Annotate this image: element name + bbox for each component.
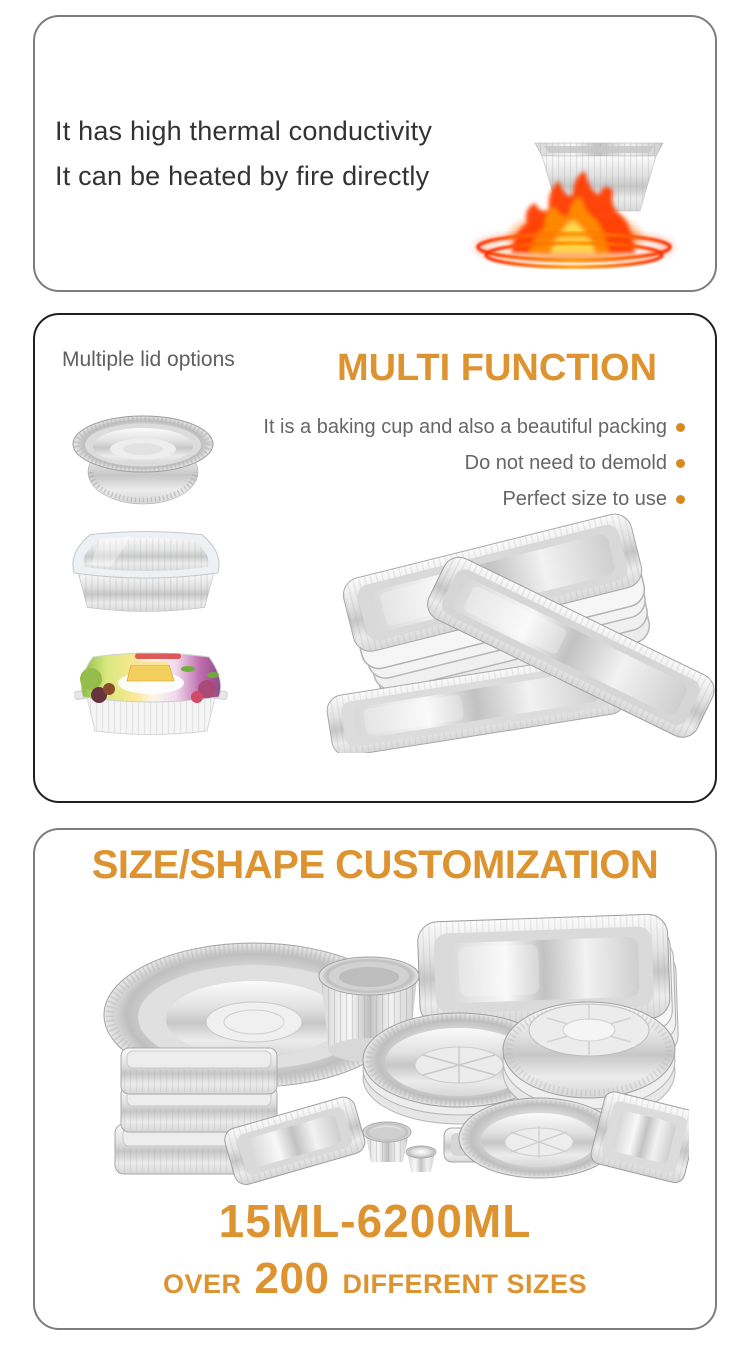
lid-options-label: Multiple lid options [62, 348, 235, 371]
size-title: SIZE/SHAPE CUSTOMIZATION [91, 843, 659, 887]
assorted-containers-image [69, 900, 689, 1190]
feature-bullet [465, 452, 685, 475]
thermal-card [33, 15, 717, 292]
thermal-line-2: It can be heated by fire directly [55, 161, 430, 191]
feature-bullet-text: Perfect size to use [502, 488, 667, 510]
feature-bullet-text: It is a baking cup and also a beautiful packing [263, 416, 667, 438]
feature-bullet-text: Do not need to demold [464, 452, 667, 474]
long-foil-trays-image [290, 501, 716, 753]
printed-lid-box-image [71, 645, 231, 745]
feature-bullet-list [263, 416, 685, 511]
feature-bullet [263, 416, 685, 439]
multi-function-title: MULTI FUNCTION [336, 347, 658, 389]
foil-tray-clear-lid-image [60, 520, 232, 622]
bullet-dot-icon [676, 459, 685, 468]
over-suffix: DIFFERENT SIZES [342, 1269, 587, 1299]
sizes-count-line [35, 1254, 715, 1304]
size-customization-card [33, 828, 717, 1330]
thermal-text [55, 109, 432, 199]
bullet-dot-icon [676, 423, 685, 432]
volume-range-text: 15ML-6200ML [218, 1195, 532, 1247]
foil-tray-over-fire-image [449, 115, 699, 275]
over-prefix: OVER [163, 1269, 242, 1299]
multi-function-card [33, 313, 717, 803]
over-number: 200 [254, 1254, 330, 1303]
thermal-line-1: It has high thermal conductivity [55, 116, 433, 146]
oval-foil-bowl-image [63, 400, 223, 512]
